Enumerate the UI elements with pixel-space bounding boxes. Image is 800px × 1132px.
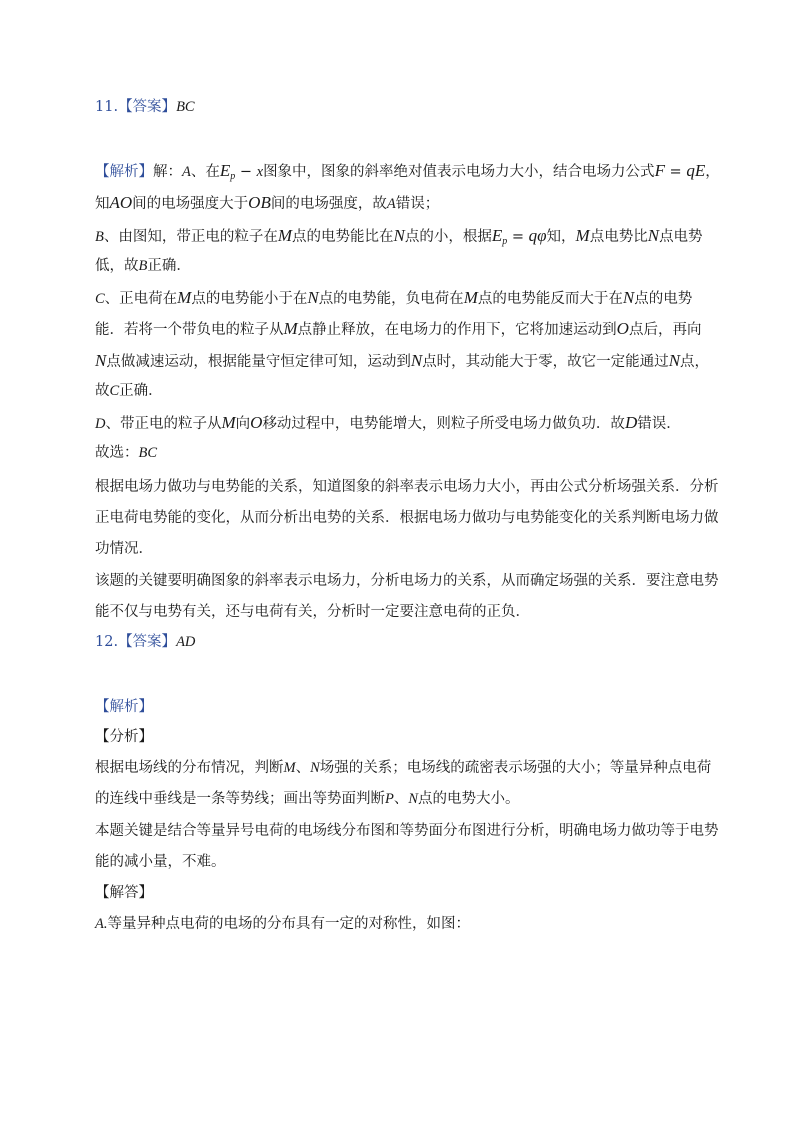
text: 、	[295, 760, 311, 776]
q11-summary-line-3: 功情况．	[95, 541, 153, 557]
var-O: O	[250, 413, 263, 432]
text: 点的电势能，负电荷在	[318, 291, 464, 307]
text: 、在	[190, 164, 220, 180]
q11-analysis-line-3	[95, 226, 703, 247]
text: 故选：	[95, 445, 139, 461]
q11-number: 11.	[95, 99, 119, 115]
q11-analysis-line-8	[95, 381, 163, 401]
text: 移动过程中，电势能增大，则粒子所受电场力做负功．故	[262, 416, 625, 432]
equals: =	[507, 229, 529, 245]
var-N: N	[307, 288, 319, 307]
q12-fenxi-line-2	[95, 789, 520, 809]
var-M: M	[463, 288, 478, 307]
q11-analysis-line-4	[95, 256, 191, 276]
minus: −	[235, 164, 257, 180]
text: 点电势比	[589, 229, 648, 245]
var-B: B	[95, 229, 104, 245]
text: 点后，再向	[628, 322, 702, 338]
var-M: M	[575, 226, 590, 245]
var-A: A.	[95, 916, 108, 932]
var-E: E	[219, 161, 231, 180]
var-N: N	[310, 760, 320, 776]
text: 场强的关系；电场线的疏密表示场强的大小；等量异种点电荷	[319, 760, 712, 776]
q12-number: 12.	[95, 634, 119, 650]
var-N: N	[408, 791, 419, 807]
q11-analysis-tag: 【解析】	[95, 164, 153, 180]
q12-solution-line-1	[95, 914, 470, 934]
q11-analysis-line-6	[95, 319, 701, 340]
var-F: F	[654, 161, 665, 180]
var-C: C	[109, 383, 120, 399]
var-x: x	[256, 164, 264, 180]
q11-analysis-line-1	[95, 161, 720, 182]
text: 点，	[680, 354, 710, 370]
text: 点的小，根据	[404, 229, 492, 245]
q12-key-line-2: 能的减小量，不难。	[95, 854, 226, 870]
text: 正确．	[119, 383, 163, 399]
q11-analysis-line-7	[95, 351, 709, 372]
sub-p: p	[230, 171, 236, 182]
text: 知，	[546, 229, 576, 245]
var-BC: BC	[138, 445, 158, 461]
text: 点的电势能小于在	[191, 291, 308, 307]
q12-key-line-1: 本题关键是结合等量异号电荷的电场线分布图和等势面分布图进行分析，明确电场力做功等于电势	[95, 823, 719, 839]
q12-fenxi-line-1	[95, 758, 711, 778]
var-OB: OB	[248, 193, 271, 212]
var-C: C	[95, 291, 105, 307]
var-P: P	[385, 791, 394, 807]
text: 、由图知，带正电的粒子在	[103, 229, 278, 245]
var-N: N	[393, 226, 405, 245]
text: 故	[95, 383, 110, 399]
text: 正确．	[147, 258, 191, 274]
var-O: O	[616, 319, 629, 338]
text: 间的电场强度，故	[270, 196, 387, 212]
var-A: A	[386, 196, 396, 212]
text: 点的电势	[634, 291, 693, 307]
text: 点的电势大小。	[418, 791, 520, 807]
equals: =	[664, 164, 687, 180]
q12-answer: AD	[176, 634, 196, 650]
q11-choice-line	[95, 443, 157, 463]
q11-key-line-2: 能不仅与电势有关，还与电荷有关，分析时一定要注意电荷的正负．	[95, 604, 530, 620]
var-N: N	[410, 351, 423, 370]
var-A: A	[182, 164, 191, 180]
text: 解：	[153, 164, 182, 180]
var-M: M	[177, 288, 192, 307]
q11-answer: BC	[176, 99, 195, 115]
q12-answer-tag: 【答案】	[118, 634, 177, 650]
q11-answer-line	[95, 97, 195, 117]
text: 的连线中垂线是一条等势线；画出等势面判断	[95, 791, 385, 807]
text: 知	[95, 196, 110, 212]
text: 错误；	[395, 196, 440, 212]
q11-analysis-line-2	[95, 193, 439, 214]
var-N: N	[647, 226, 660, 245]
text: 、正电荷在	[104, 291, 178, 307]
q11-analysis-line-9	[95, 413, 681, 434]
q11-answer-tag: 【答案】	[118, 99, 177, 115]
var-N: N	[95, 351, 107, 370]
sub-p: p	[502, 236, 508, 247]
var-M: M	[283, 760, 296, 776]
text: 点时，其动能大于零，故它一定能通过	[422, 354, 669, 370]
var-qE: qE	[686, 161, 706, 180]
var-N: N	[622, 288, 635, 307]
text: 低，故	[95, 258, 139, 274]
var-M: M	[277, 226, 293, 245]
q11-key-line-1: 该题的关键要明确图象的斜率表示电场力，分析电场力的关系，从而确定场强的关系．要注意电势	[95, 573, 719, 589]
var-N: N	[668, 351, 681, 370]
q12-fenxi-tag: 【分析】	[95, 729, 153, 745]
var-D: D	[624, 413, 638, 432]
var-E: E	[491, 226, 503, 245]
text: 根据电场线的分布情况，判断	[95, 760, 284, 776]
q11-analysis-line-5	[95, 288, 692, 309]
var-M: M	[221, 413, 236, 432]
text: 点电势	[659, 229, 703, 245]
text: 等量异种点电荷的电场的分布具有一定的对称性，如图：	[107, 916, 470, 932]
q11-summary-line-1: 根据电场力做功与电势能的关系，知道图象的斜率表示电场力大小，再由公式分析场强关系．分析	[95, 479, 719, 495]
q12-answer-line	[95, 632, 195, 652]
q12-jieda-tag: 【解答】	[95, 885, 153, 901]
q11-summary-line-2: 正电荷电势能的变化，从而分析出电势的关系．根据电场力做功与电势能变化的关系判断电场力做	[95, 510, 719, 526]
var-AO: AO	[109, 193, 133, 212]
var-M: M	[283, 319, 298, 338]
var-B: B	[138, 258, 148, 274]
text: 、	[393, 791, 409, 807]
text: 向	[235, 416, 251, 432]
text: 错误．	[637, 416, 681, 432]
text: 点的电势能反而大于在	[477, 291, 623, 307]
text: ，	[705, 164, 720, 180]
text: 图象中，图象的斜率绝对值表示电场力大小，结合电场力公式	[263, 164, 655, 180]
text: 点静止释放，在电场力的作用下，它将加速运动到	[297, 322, 617, 338]
var-qphi: qφ	[528, 226, 547, 245]
text: 点做减速运动，根据能量守恒定律可知，运动到	[106, 354, 411, 370]
text: 能．若将一个带负电的粒子从	[95, 322, 284, 338]
q12-analysis-tag: 【解析】	[95, 699, 153, 715]
text: 间的电场强度大于	[132, 196, 249, 212]
text: 点的电势能比在	[292, 229, 394, 245]
text: 、带正电的粒子从	[105, 416, 222, 432]
var-D: D	[95, 416, 106, 432]
